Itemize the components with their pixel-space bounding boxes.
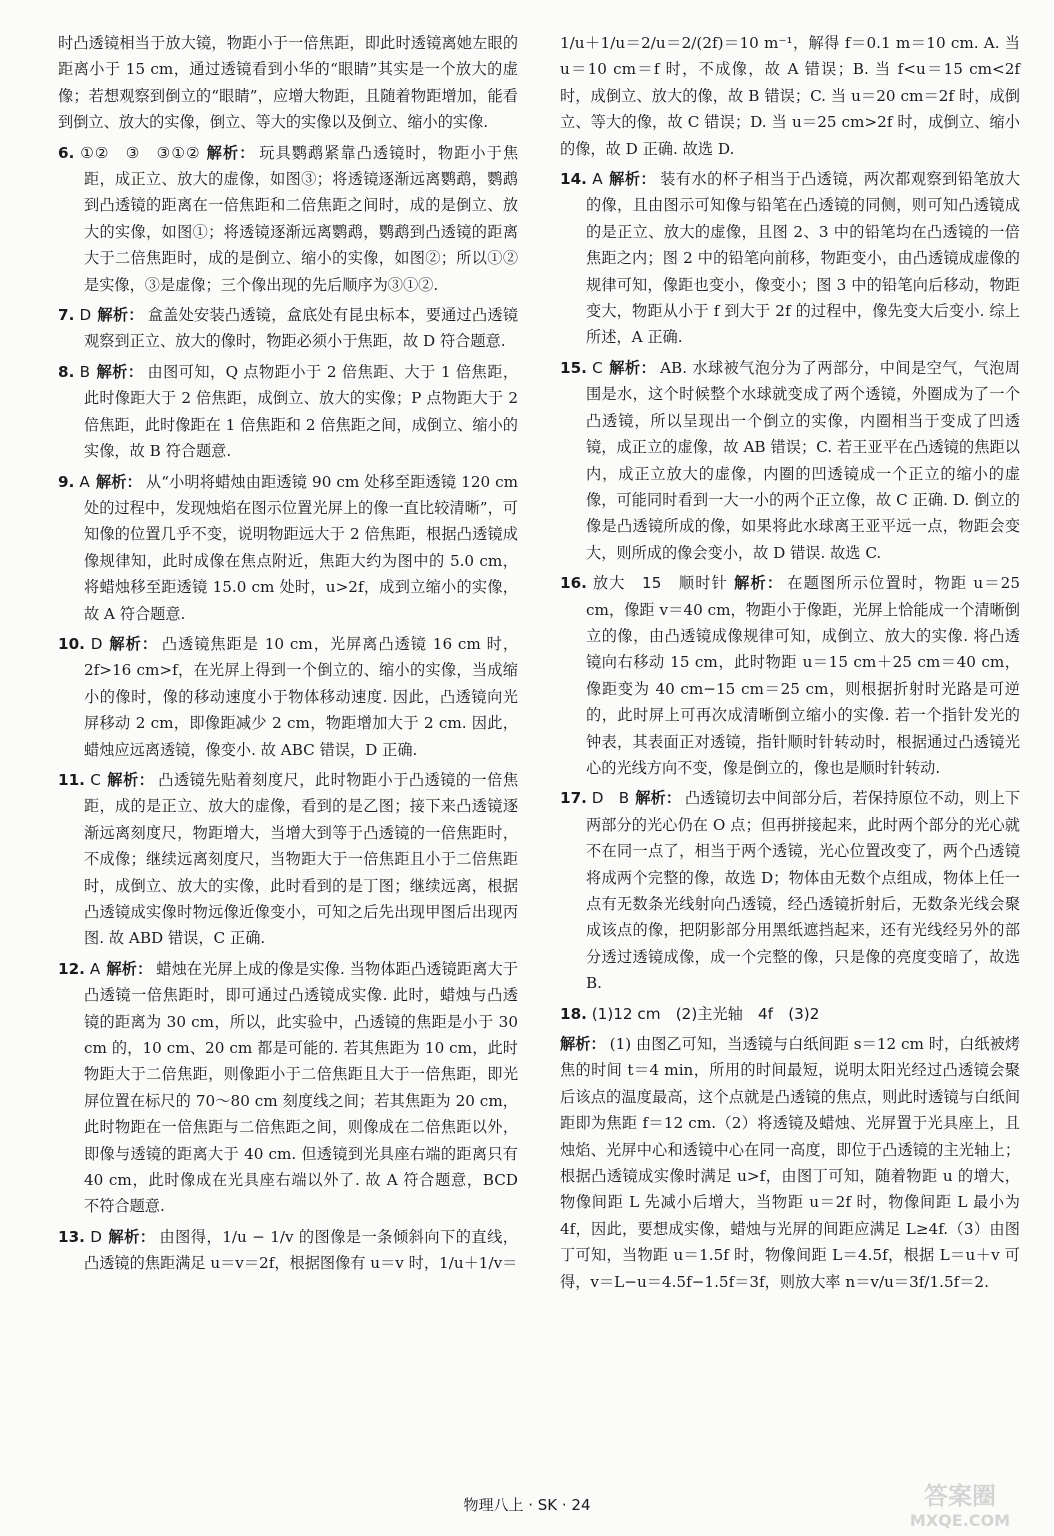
explanation-text: (1) 由图乙可知，当透镜与白纸间距 s＝12 cm 时，白纸被烤焦的时间 t＝4 min，所用的时间最短，说明太阳光经过凸透镜会聚后该点的温度最高，这个点就是凸透镜的焦点，则此时透镜与白纸间距即为焦距 f＝12 cm.（2）将透镜及蜡烛、光屏置于光具座上，且烛焰、光屏中心和透镜中心在同一高度，即位于凸透镜的主光轴上；根据凸透镜成实像时满足 u>f，由图丁可知，随着物距 u 的增大，物像间距 L 先减小后增大，当物距 u＝2f 时，物像间距 L 最小为 4f，因此，要想成实像，蜡烛与光屏的间距应满足 L≥4f.（3）由图丁可知，当物距 u＝1.5f 时，物像间距 L＝4.5f，根据 L＝u＋v 可得，v＝L−u＝4.5f−1.5f＝3f，则放大率 n＝v/u＝3f/1.5f＝2. (560, 1035, 1021, 1291)
explanation-text: 在题图所示位置时，物距 u＝25 cm，像距 v＝40 cm，物距小于像距，光屏上恰能成一个清晰倒立的像，由凸透镜成像规律可知，成倒立、放大的实像. 将凸透镜向右移动 15 cm，此时物距 u＝15 cm＋25 cm＝40 cm，像距变为 40 cm−15 cm＝25 cm，则根据折射时光路是可逆的，此时屏上可再次成清晰倒立缩小的实像. 若一个指针发光的钟表，其表面正对透镜，指针顺时针转动时，根据通过凸透镜光心的光线方向不变，像是倒立的，像也是顺时针转动. (586, 574, 1020, 777)
answer-key: (1)12 cm (2)主光轴 4f (3)2 (591, 1004, 820, 1023)
analysis-label: 解析： (95, 472, 142, 491)
answer-item (560, 1001, 1020, 1027)
analysis-label: 解析： (560, 1035, 606, 1054)
answer-key: ①② ③ ③①② (80, 143, 201, 162)
explanation-text: 装有水的杯子相当于凸透镜，两次都观察到铅笔放大的像，且由图示可知像与铅笔在凸透镜的同侧，则可知凸透镜成的是正立、放大的虚像，且图 2、3 中的铅笔均在凸透镜的一倍焦距之内；图 2 中的铅笔向前移，物距变小，由凸透镜成虚像的规律可知，像距也变小，像变小；图 3 中的铅笔向后移动，物距变大，物距从小于 f 到大于 2f 的过程中，像先变大后变小. 综上所述，A 正确. (586, 170, 1021, 347)
answer-item (560, 166, 1020, 351)
answer-key: A (89, 959, 101, 978)
explanation-text: AB. 水球被气泡分为了两部分，中间是空气，气泡周围是水，这个时候整个水球就变成了两个透镜，外圈成为了一个凸透镜，所以呈现出一个倒立的实像，内圈相当于变成了凹透镜，成正立的虚像，故 AB 错误；C. 若王亚平在凸透镜的焦距以内，成正立放大的虚像，内圈的凹透镜成一个正立的缩小的虚像，可能同时看到一大一小的两个正立像，故 C 正确. D. 倒立的像是凸透镜所成的像，如果将此水球离王亚平远一点，物距会变大，则所成的像会变小，故 D 错误. 故选 C. (586, 358, 1020, 562)
answer-item (58, 767, 518, 952)
explanation-text: 凸透镜切去中间部分后，若保持原位不动，则上下两部分的光心仍在 O 点；但再拼接起来，此时两个部分的光心就不在同一点了，相当于两个透镜，光心位置改变了，两个凸透镜将成两个完整的像，故选 D；物体由无数个点组成，物体上任一点有无数条光线射向凸透镜，经凸透镜折射后，无数条光线会聚成该点的像，把阴影部分用黑纸遮挡起来，还有光线经另外的部分透过透镜成像，成一个完整的像，只是像的亮度变暗了，故选 B. (586, 789, 1021, 993)
explanation-text: 从“小明将蜡烛由距透镜 90 cm 处移至距透镜 120 cm 处的过程中，发现烛焰在图示位置光屏上的像一直比较清晰”，可知像的位置几乎不变，说明物距远大于 2 倍焦距，根据凸透镜成像规律知，此时成像在焦点附近，焦距大约为图中的 5.0 cm，将蜡烛移至距透镜 15.0 cm 处时，u>2f，成到立缩小的实像，故 A 符合题意. (84, 472, 519, 623)
answer-item (560, 355, 1020, 566)
analysis-label: 解析： (107, 1227, 156, 1246)
analysis-label: 解析： (106, 959, 153, 978)
answer-item (58, 302, 518, 355)
answer-key: C (592, 358, 603, 377)
analysis-label: 解析： (96, 362, 144, 381)
answer-key: D (79, 306, 92, 325)
analysis-label: 解析： (734, 574, 784, 593)
question-number: 9. (58, 472, 75, 491)
question-number: 10. (58, 634, 85, 653)
question-number: 6. (58, 143, 75, 162)
explanation-text: 由图得，1/u − 1/v 的图像是一条倾斜向下的直线，凸透镜的焦距满足 u＝v＝2f，根据图像有 u＝v 时，1/u＋1/v＝ (84, 1227, 518, 1273)
analysis-label: 解析： (635, 789, 681, 808)
left-column (58, 30, 518, 1281)
answer-item (58, 469, 518, 627)
watermark-top: 答案圈 (924, 1482, 996, 1510)
explanation-text: 由图可知，Q 点物距小于 2 倍焦距、大于 1 倍焦距，此时像距大于 2 倍焦距，成倒立、放大的实像；P 点物距大于 2 倍焦距，此时像距在 1 倍焦距和 2 倍焦距之间，成倒立、缩小的实像，故 B 符合题意. (84, 362, 519, 461)
analysis-label: 解析： (97, 306, 144, 325)
question-number: 13. (58, 1227, 85, 1246)
answer-item (560, 30, 1020, 162)
answer-item (58, 1224, 518, 1277)
question-number: 15. (560, 358, 587, 377)
analysis-label: 解析： (608, 358, 657, 377)
analysis-label: 解析： (108, 634, 158, 653)
right-column (560, 30, 1020, 1299)
answer-key: A (592, 170, 603, 189)
analysis-label: 解析： (106, 770, 155, 789)
question-number: 8. (58, 362, 75, 381)
explanation-text: 1/u＋1/u＝2/u＝2/(2f)＝10 m⁻¹，解得 f＝0.1 m＝10 cm. A. 当 u＝10 cm＝f 时，不成像，故 A 错误；B. 当 f<u＝15 cm<2f 时，成倒立、放大的像，故 B 错误；C. 当 u＝20 cm＝2f 时，成倒立、等大的像，故 C 错误；D. 当 u＝25 cm>2f 时，成倒立、缩小的像，故 D 正确. 故选 D. (560, 34, 1020, 158)
question-number: 14. (560, 170, 587, 189)
answer-item (560, 570, 1020, 781)
analysis-label: 解析： (206, 143, 256, 162)
watermark-bottom: MXQE.COM (909, 1511, 1011, 1530)
explanation-text: 蜡烛在光屏上成的像是实像. 当物体距凸透镜距离大于凸透镜一倍焦距时，即可通过凸透镜成实像. 此时，蜡烛与凸透镜的距离为 30 cm，所以，此实验中，凸透镜的焦距是小于 30 cm 的，10 cm、20 cm 都是可能的. 若其焦距为 10 cm，此时物距大于二倍焦距，则像距小于二倍焦距且大于一倍焦距，即光屏位置在标尺的 70～80 cm 刻度线之间；若其焦距为 20 cm，此时物距在一倍焦距与二倍焦距之间，则像成在二倍焦距以外，即像与透镜的距离大于 40 cm. 但透镜到光具座右端的距离只有 40 cm，此时像成在光具座右端以外了. 故 A 符合题意，BCD 不符合题意. (84, 959, 519, 1216)
answer-key: 放大 15 顺时针 (592, 574, 729, 593)
explanation-text: 时凸透镜相当于放大镜，物距小于一倍焦距，即此时透镜离她左眼的距离小于 15 cm，通过透镜看到小华的“眼睛”其实是一个放大的虚像；若想观察到倒立的“眼睛”，应增大物距，且随着物距增加，能看到倒立、放大的实像，倒立、等大的实像以及倒立、缩小的实像. (58, 34, 518, 132)
question-number: 16. (560, 574, 587, 593)
answer-key: C (90, 770, 101, 789)
explanation-text: 玩具鹦鹉紧靠凸透镜时，物距小于焦距，成正立、放大的虚像，如图③；将透镜逐渐远离鹦鹉，鹦鹉到凸透镜的距离在一倍焦距和二倍焦距之间时，成的是倒立、放大的实像，如图①；将透镜逐渐远离鹦鹉，鹦鹉到凸透镜的距离大于二倍焦距时，成的是倒立、缩小的实像，如图②；所以①②是实像，③是虚像；三个像出现的先后顺序为③①②. (84, 143, 519, 294)
answer-item (58, 140, 518, 298)
question-number: 11. (58, 770, 85, 789)
question-number: 18. (560, 1004, 587, 1023)
question-number: 17. (560, 789, 587, 808)
answer-item (58, 631, 518, 763)
answer-item (58, 956, 518, 1220)
answer-key: D (90, 634, 103, 653)
question-number: 7. (58, 306, 75, 325)
watermark-logo (880, 1476, 1040, 1532)
answer-key: B (79, 362, 91, 381)
answer-item (58, 359, 518, 465)
answer-key: A (79, 472, 90, 491)
analysis-label: 解析： (608, 170, 657, 189)
page-footer: 物理八上 · SK · 24 (463, 1496, 591, 1514)
explanation-text: 凸透镜先贴着刻度尺，此时物距小于凸透镜的一倍焦距，成的是正立、放大的虚像，看到的是乙图；接下来凸透镜逐渐远离刻度尺，物距增大，当增大到等于凸透镜的一倍焦距时，不成像；继续远离刻度尺，当物距大于一倍焦距且小于二倍焦距时，成倒立、放大的实像，此时看到的是丁图；继续远离，根据凸透镜成实像时物远像近像变小，可知之后先出现甲图后出现丙图. 故 ABD 错误，C 正确. (84, 770, 519, 948)
answer-key: D (90, 1227, 102, 1246)
answer-key: D B (591, 789, 630, 808)
answer-item (560, 785, 1020, 996)
explanation-text: 盒盖处安装凸透镜，盒底处有昆虫标本，要通过凸透镜观察到正立、放大的像时，物距必须小于焦距，故 D 符合题意. (84, 306, 519, 351)
explanation-text: 凸透镜焦距是 10 cm，光屏离凸透镜 16 cm 时，2f>16 cm>f，在光屏上得到一个倒立的、缩小的实像，当成缩小的像时，像的移动速度小于物体移动速度. 因此，凸透镜向光屏移动 2 cm，即像距减少 2 cm，物距增加大于 2 cm. 因此，蜡烛应远离透镜，像变小. 故 ABC 错误，D 正确. (84, 634, 519, 759)
question-number: 12. (58, 959, 85, 978)
answer-item (58, 30, 518, 136)
answer-item (560, 1031, 1020, 1295)
